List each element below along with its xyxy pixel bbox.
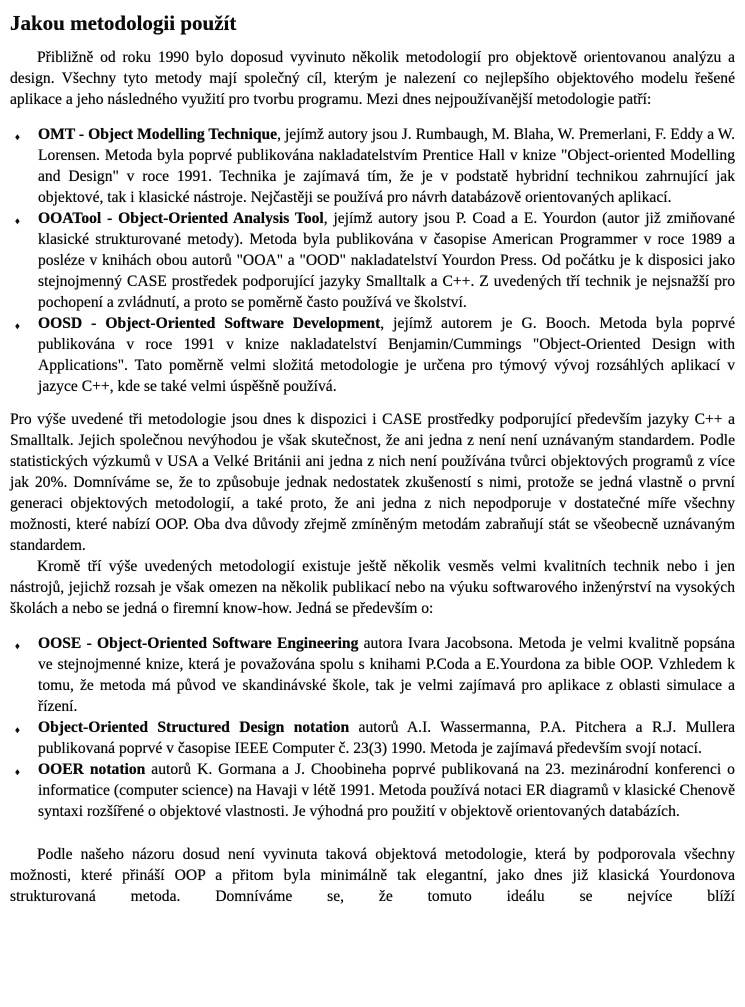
methodologies-list-primary (10, 124, 735, 397)
list-item-omt (10, 124, 735, 208)
method-text: , jejímž autory jsou J. Rumbaugh, M. Blaha, W. Premerlani, F. Eddy a W. Lorensen. Metoda byla poprvé publikována nakladatelstvím Prentice Hall v knize "Object-oriented Modelling and Design" v roce 1991. Technika je zajímavá tím, že je v podstatě hybridní technikou zahrnující jak objektové, tak i klasické nástroje. Nejčastěji se používá pro návrh databázově orientovaných aplikací. (38, 126, 735, 206)
method-name: OOATool - Object-Oriented Analysis Tool (38, 210, 324, 227)
method-name: OOSD - Object-Oriented Software Development (38, 315, 381, 332)
diamond-bullet-icon: ♦ (15, 642, 20, 652)
diamond-bullet-icon: ♦ (15, 217, 20, 227)
list-item-oose (10, 633, 735, 717)
diamond-bullet-icon: ♦ (15, 133, 20, 143)
case-tools-paragraph: Pro výše uvedené tři metodologie jsou dnes k dispozici i CASE prostředky podporující především jazyky C++ a Smalltalk. Jejich společnou nevýhodou je však skutečnost, že ani jedna z není není uznávaným standardem. Podle statistických výzkumů v USA a Velké Británii ani jedna z nich není používána tvůrci objektových programů z více jak 20%. Domníváme se, že to způsobuje jednak nedostatek zkušeností s nimi, protože se jedná vlastně o první generaci objektových metodologií, a také proto, že ani jedna z nich nepodporuje v dostatečné míře všechny možnosti, které nabízí OOP. Oba dva důvody zřejmě zmíněným metodám zabraňují stát se všeobecně uznávaným standardem. (10, 411, 735, 554)
method-description (38, 313, 735, 397)
list-item-oosd (10, 313, 735, 397)
diamond-bullet-icon: ♦ (15, 768, 20, 778)
method-text: , jejímž autory jsou P. Coad a E. Yourdon (autor již zmiňované klasické strukturované metody). Metoda byla publikována v časopise American Programmer v roce 1989 a posléze v knihách obou autorů "OOA" a "OOD" nakladatelství Yourdon Press. Od počátku je k disposici jako stejnojmenný CASE prostředek podporující jazyky Smalltalk a C++. Z uvedených tří technik je nejsnažší pro pochopení a zvládnutí, a proto se poměrně často používá ve školství. (38, 210, 735, 311)
method-description (38, 633, 735, 717)
other-techniques-paragraph: Kromě tří výše uvedených metodologií existuje ještě několik vesměs velmi kvalitních technik nebo i jen nástrojů, jejichž rozsah je však omezen na několik publikací nebo na výuku softwarového inženýrství na vysokých školách a nebo se jedná o firemní know-how. Jedná se především o: (10, 558, 735, 617)
diamond-bullet-icon: ♦ (15, 322, 20, 332)
list-item-oosd-notation (10, 717, 735, 759)
method-name: OMT - Object Modelling Technique (38, 126, 278, 143)
method-text: autorů K. Gormana a J. Choobineha poprvé publikovaná na 23. mezinárodní konferenci o informatice (computer science) na Havaji v létě 1991. Metoda používá notaci ER diagramů v klasické Chenově syntaxi rozšířené o objektové vlastnosti. Je výhodná pro použití v objektově orientovaných databázích. (38, 761, 735, 820)
page-title: Jakou metodologii použít (10, 11, 237, 35)
method-name: OOER notation (38, 761, 146, 778)
method-description (38, 759, 735, 822)
method-name: OOSE - Object-Oriented Software Engineering (38, 635, 359, 652)
method-description (38, 208, 735, 313)
method-text: autorů A.I. Wassermanna, P.A. Pitchera a R.J. Mullera publikovaná poprvé v časopise IEEE Computer č. 23(3) 1990. Metoda je zajímavá především svojí notací. (38, 719, 735, 757)
method-description (38, 717, 735, 759)
method-text: , jejímž autorem je G. Booch. Metoda byla poprvé publikována v roce 1991 v knize nakladatelství Benjamin/Cummings "Object-Oriented Design with Applications". Tato poměrně velmi složitá metodologie je určena pro týmový vývoj rozsáhlých aplikací v jazyce C++, kde se také velmi úspěšně používá. (38, 315, 735, 395)
methodologies-list-secondary (10, 633, 735, 822)
method-text: autora Ivara Jacobsona. Metoda je velmi kvalitně popsána ve stejnojmenné knize, která je považována spolu s knihami P.Coda a E.Yourdona za bible OOP. Vzhledem k tomu, že metoda má původ ve skandinávské škole, tak je velmi zajímavá pro aplikace z oblasti simulace a řízení. (38, 635, 735, 715)
method-name: Object-Oriented Structured Design notation (38, 719, 350, 736)
intro-paragraph: Přibližně od roku 1990 bylo doposud vyvinuto několik metodologií pro objektově orientovanou analýzu a design. Všechny tyto metody mají společný cíl, kterým je nalezení co nejlepšího objektového modelu řešené aplikace a jeho následného využití pro tvorbu programu. Mezi dnes nejpoužívanější metodologie patří: (10, 49, 735, 108)
method-description (38, 124, 735, 208)
list-item-ooer-notation (10, 759, 735, 822)
diamond-bullet-icon: ♦ (15, 726, 20, 736)
list-item-ooatool (10, 208, 735, 313)
closing-paragraph: Podle našeho názoru dosud není vyvinuta taková objektová metodologie, která by podporovala všechny možnosti, které přináší OOP a přitom byla minimálně tak elegantní, jako dnes již klasická Yourdonova strukturovaná metoda. Domníváme se, že tomuto ideálu se nejvíce blíží (10, 846, 735, 905)
